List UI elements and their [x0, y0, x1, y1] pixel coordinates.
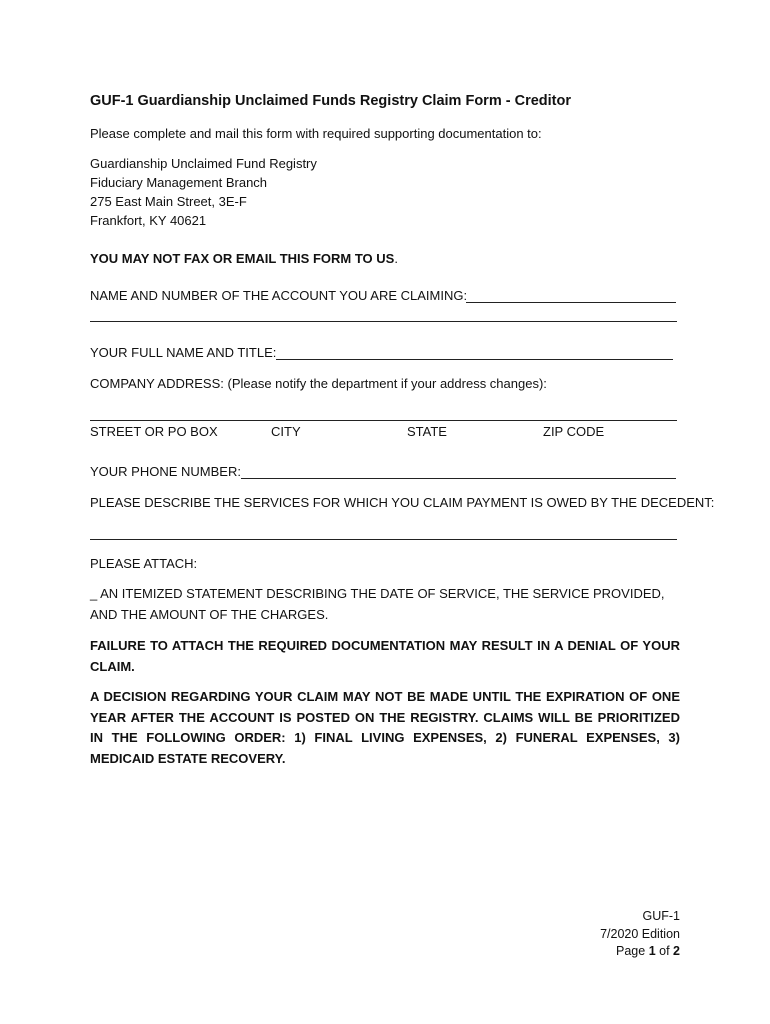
company-address-field[interactable]	[90, 420, 677, 421]
name-title-field[interactable]	[276, 359, 673, 360]
page-footer	[600, 908, 680, 961]
address-line: Frankfort, KY 40621	[90, 213, 207, 228]
zip-label: ZIP CODE	[543, 424, 605, 439]
state-label: STATE	[407, 424, 447, 439]
no-fax-notice-text: YOU MAY NOT FAX OR EMAIL THIS FORM TO US	[90, 251, 395, 266]
attach-heading: PLEASE ATTACH:	[90, 556, 198, 571]
decision-notice: A DECISION REGARDING YOUR CLAIM MAY NOT BE MADE UNTIL THE EXPIRATION OF ONE YEAR AFTER THE ACCOUNT IS POSTED ON THE REGISTRY. CLAIMS WILL BE PRIORITIZED IN THE FOLLOWING ORDER: 1) FINAL LIVING EXPENSES, 2) FUNERAL EXPENSES, 3) MEDICAID ESTATE RECOVERY.	[90, 689, 680, 766]
address-line: 275 East Main Street, 3E-F	[90, 194, 247, 209]
attach-item: _ AN ITEMIZED STATEMENT DESCRIBING THE DATE OF SERVICE, THE SERVICE PROVIDED, AND THE AMOUNT OF THE CHARGES.	[90, 586, 665, 622]
phone-label: YOUR PHONE NUMBER:	[90, 464, 241, 479]
page-of: of	[659, 944, 670, 958]
page-word: Page	[616, 944, 646, 958]
form-title: GUF-1 Guardianship Unclaimed Funds Registry Claim Form - Creditor	[90, 93, 571, 109]
company-address-label: COMPANY ADDRESS: (Please notify the department if your address changes):	[90, 376, 547, 391]
address-line: Fiduciary Management Branch	[90, 175, 268, 190]
services-label: PLEASE DESCRIBE THE SERVICES FOR WHICH YOU CLAIM PAYMENT IS OWED BY THE DECEDENT:	[90, 495, 715, 510]
no-fax-notice	[90, 249, 398, 268]
mailing-address	[90, 154, 317, 230]
account-label: NAME AND NUMBER OF THE ACCOUNT YOU ARE CLAIMING:	[90, 288, 468, 303]
city-label: CITY	[271, 424, 301, 439]
page-current: 1	[648, 944, 656, 958]
street-label: STREET OR PO BOX	[90, 424, 218, 439]
intro-text: Please complete and mail this form with required supporting documentation to:	[90, 126, 542, 141]
edition: 7/2020 Edition	[600, 926, 680, 941]
page-total: 2	[673, 944, 680, 958]
no-fax-period: .	[394, 251, 398, 266]
phone-field[interactable]	[241, 478, 676, 479]
failure-notice: FAILURE TO ATTACH THE REQUIRED DOCUMENTATION MAY RESULT IN A DENIAL OF YOUR CLAIM.	[90, 638, 680, 674]
address-line: Guardianship Unclaimed Fund Registry	[90, 156, 317, 171]
page-number	[600, 943, 680, 961]
account-field[interactable]	[466, 302, 676, 303]
account-field-line-2[interactable]	[90, 321, 677, 322]
form-id: GUF-1	[642, 909, 680, 923]
name-title-label: YOUR FULL NAME AND TITLE:	[90, 345, 277, 360]
services-field[interactable]	[90, 539, 677, 540]
